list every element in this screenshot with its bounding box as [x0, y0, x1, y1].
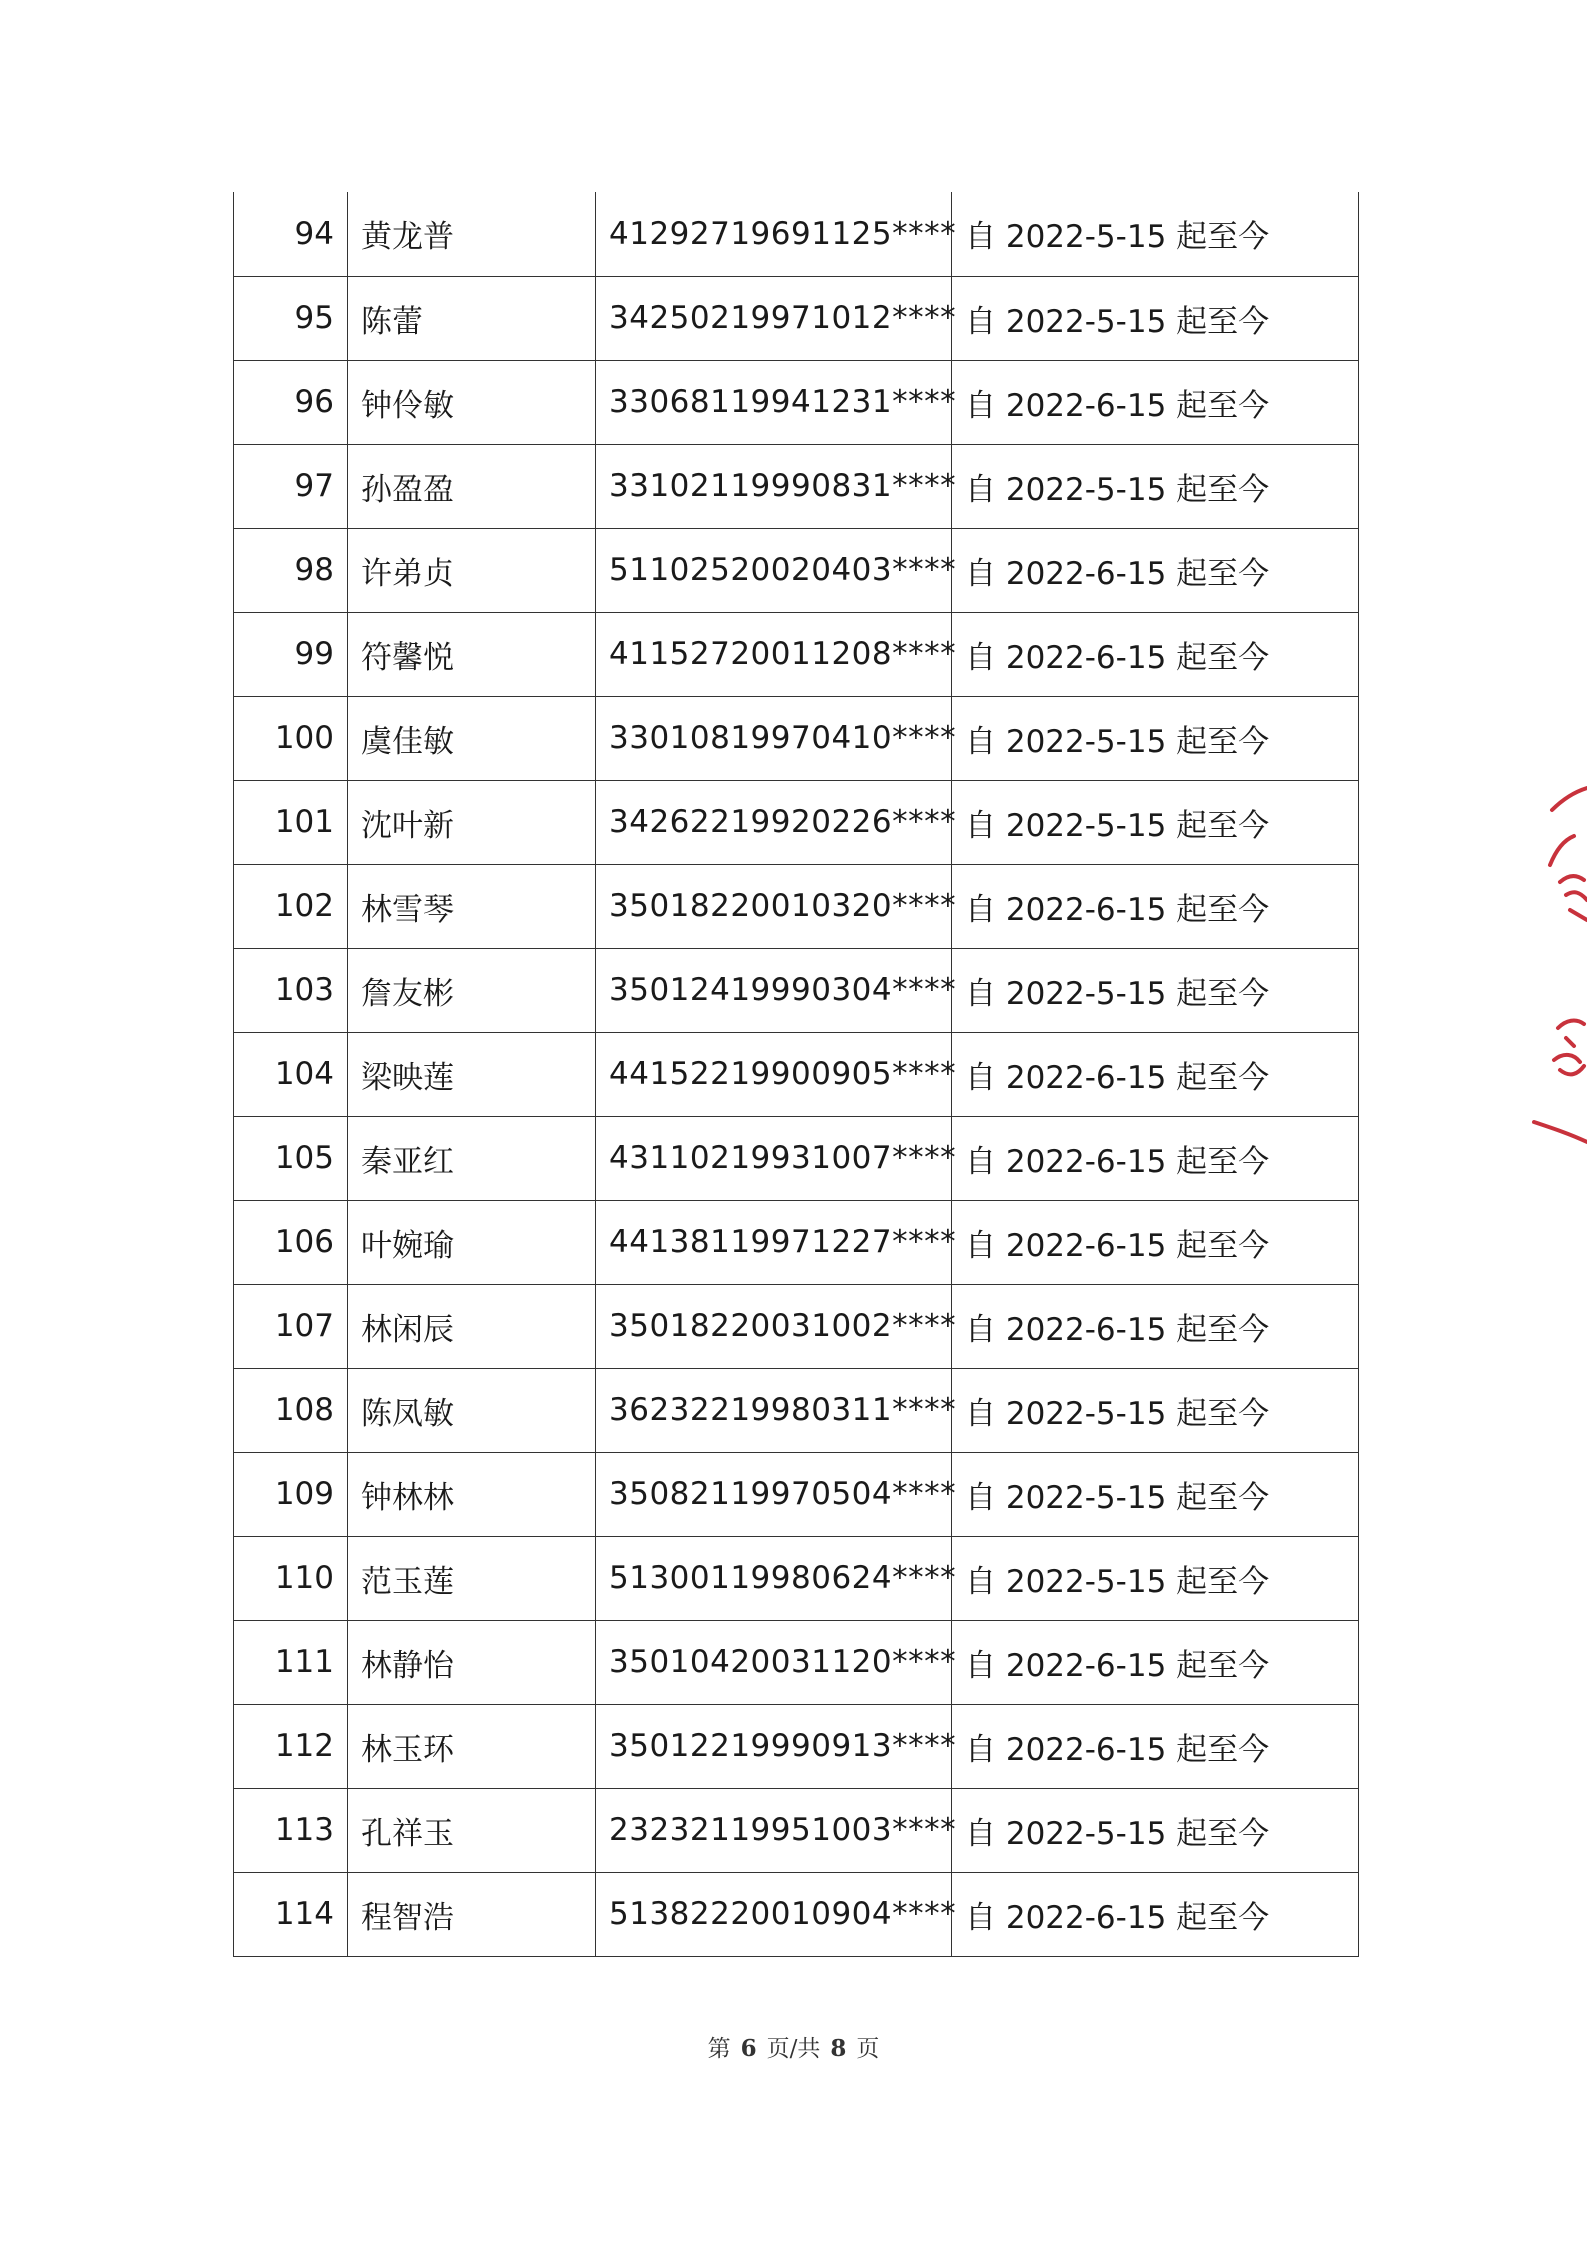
table-row — [234, 864, 1359, 948]
employment-period: 自 2022-6-15 起至今 — [952, 1872, 1359, 1956]
employment-period: 自 2022-6-15 起至今 — [952, 1620, 1359, 1704]
table-row — [234, 1032, 1359, 1116]
row-number: 109 — [234, 1452, 348, 1536]
id-number: 41152720011208**** — [596, 612, 952, 696]
row-number: 98 — [234, 528, 348, 612]
employment-period: 自 2022-6-15 起至今 — [952, 1200, 1359, 1284]
id-number: 36232219980311**** — [596, 1368, 952, 1452]
id-number: 33102119990831**** — [596, 444, 952, 528]
employment-period: 自 2022-6-15 起至今 — [952, 360, 1359, 444]
id-number: 41292719691125**** — [596, 192, 952, 276]
person-name: 符馨悦 — [348, 612, 596, 696]
id-number: 35018220010320**** — [596, 864, 952, 948]
person-name: 程智浩 — [348, 1872, 596, 1956]
row-number: 114 — [234, 1872, 348, 1956]
employment-period: 自 2022-5-15 起至今 — [952, 948, 1359, 1032]
table-row — [234, 1704, 1359, 1788]
employment-period: 自 2022-6-15 起至今 — [952, 1284, 1359, 1368]
row-number: 111 — [234, 1620, 348, 1704]
id-number: 43110219931007**** — [596, 1116, 952, 1200]
table-row — [234, 696, 1359, 780]
id-number: 35012219990913**** — [596, 1704, 952, 1788]
id-number: 34250219971012**** — [596, 276, 952, 360]
table-row — [234, 1368, 1359, 1452]
id-number: 23232119951003**** — [596, 1788, 952, 1872]
red-seal-stamp — [1530, 770, 1587, 1170]
person-name: 林闲辰 — [348, 1284, 596, 1368]
row-number: 95 — [234, 276, 348, 360]
table-row — [234, 780, 1359, 864]
person-name: 梁映莲 — [348, 1032, 596, 1116]
table-row — [234, 1452, 1359, 1536]
row-number: 108 — [234, 1368, 348, 1452]
employment-period: 自 2022-5-15 起至今 — [952, 1452, 1359, 1536]
id-number: 35082119970504**** — [596, 1452, 952, 1536]
row-number: 110 — [234, 1536, 348, 1620]
employment-period: 自 2022-5-15 起至今 — [952, 444, 1359, 528]
id-number: 44152219900905**** — [596, 1032, 952, 1116]
id-number: 34262219920226**** — [596, 780, 952, 864]
person-name: 林玉环 — [348, 1704, 596, 1788]
employment-period: 自 2022-5-15 起至今 — [952, 276, 1359, 360]
row-number: 112 — [234, 1704, 348, 1788]
table-row — [234, 612, 1359, 696]
row-number: 106 — [234, 1200, 348, 1284]
row-number: 102 — [234, 864, 348, 948]
person-name: 叶婉瑜 — [348, 1200, 596, 1284]
table-row — [234, 528, 1359, 612]
row-number: 101 — [234, 780, 348, 864]
table-row — [234, 192, 1359, 276]
employment-period: 自 2022-6-15 起至今 — [952, 1116, 1359, 1200]
employment-period: 自 2022-6-15 起至今 — [952, 864, 1359, 948]
footer-prefix: 第 — [707, 2036, 731, 2062]
employment-period: 自 2022-5-15 起至今 — [952, 1368, 1359, 1452]
table-row — [234, 1788, 1359, 1872]
row-number: 103 — [234, 948, 348, 1032]
id-number: 35010420031120**** — [596, 1620, 952, 1704]
person-name: 钟林林 — [348, 1452, 596, 1536]
person-name: 秦亚红 — [348, 1116, 596, 1200]
person-name: 林静怡 — [348, 1620, 596, 1704]
table-row — [234, 1284, 1359, 1368]
current-page-number: 6 — [740, 2035, 757, 2062]
employment-period: 自 2022-5-15 起至今 — [952, 192, 1359, 276]
person-name: 钟伶敏 — [348, 360, 596, 444]
table-row — [234, 1872, 1359, 1956]
table-row — [234, 1536, 1359, 1620]
table-row — [234, 360, 1359, 444]
person-name: 黄龙普 — [348, 192, 596, 276]
row-number: 105 — [234, 1116, 348, 1200]
table-row — [234, 948, 1359, 1032]
row-number: 96 — [234, 360, 348, 444]
total-page-number: 8 — [830, 2035, 847, 2062]
id-number: 51102520020403**** — [596, 528, 952, 612]
table-row — [234, 276, 1359, 360]
footer-middle: 页/共 — [766, 2036, 821, 2062]
personnel-table — [233, 192, 1359, 1957]
id-number: 35012419990304**** — [596, 948, 952, 1032]
id-number: 44138119971227**** — [596, 1200, 952, 1284]
table-row — [234, 1200, 1359, 1284]
row-number: 99 — [234, 612, 348, 696]
person-name: 范玉莲 — [348, 1536, 596, 1620]
employment-period: 自 2022-6-15 起至今 — [952, 612, 1359, 696]
row-number: 94 — [234, 192, 348, 276]
person-name: 孙盈盈 — [348, 444, 596, 528]
employment-period: 自 2022-6-15 起至今 — [952, 1704, 1359, 1788]
person-name: 詹友彬 — [348, 948, 596, 1032]
row-number: 113 — [234, 1788, 348, 1872]
person-name: 虞佳敏 — [348, 696, 596, 780]
person-name: 孔祥玉 — [348, 1788, 596, 1872]
id-number: 35018220031002**** — [596, 1284, 952, 1368]
table-row — [234, 1116, 1359, 1200]
employment-period: 自 2022-5-15 起至今 — [952, 1788, 1359, 1872]
person-name: 陈凤敏 — [348, 1368, 596, 1452]
person-name: 沈叶新 — [348, 780, 596, 864]
employment-period: 自 2022-5-15 起至今 — [952, 1536, 1359, 1620]
employment-period: 自 2022-6-15 起至今 — [952, 1032, 1359, 1116]
employment-period: 自 2022-5-15 起至今 — [952, 780, 1359, 864]
employment-period: 自 2022-5-15 起至今 — [952, 696, 1359, 780]
id-number: 51300119980624**** — [596, 1536, 952, 1620]
row-number: 107 — [234, 1284, 348, 1368]
person-name: 林雪琴 — [348, 864, 596, 948]
id-number: 33010819970410**** — [596, 696, 952, 780]
row-number: 100 — [234, 696, 348, 780]
id-number: 51382220010904**** — [596, 1872, 952, 1956]
row-number: 104 — [234, 1032, 348, 1116]
table-row — [234, 1620, 1359, 1704]
employment-period: 自 2022-6-15 起至今 — [952, 528, 1359, 612]
id-number: 33068119941231**** — [596, 360, 952, 444]
table-row — [234, 444, 1359, 528]
row-number: 97 — [234, 444, 348, 528]
person-name: 许弟贞 — [348, 528, 596, 612]
person-name: 陈蕾 — [348, 276, 596, 360]
page-footer — [0, 2030, 1587, 2063]
personnel-table-body — [234, 192, 1359, 1956]
footer-suffix: 页 — [856, 2036, 880, 2062]
